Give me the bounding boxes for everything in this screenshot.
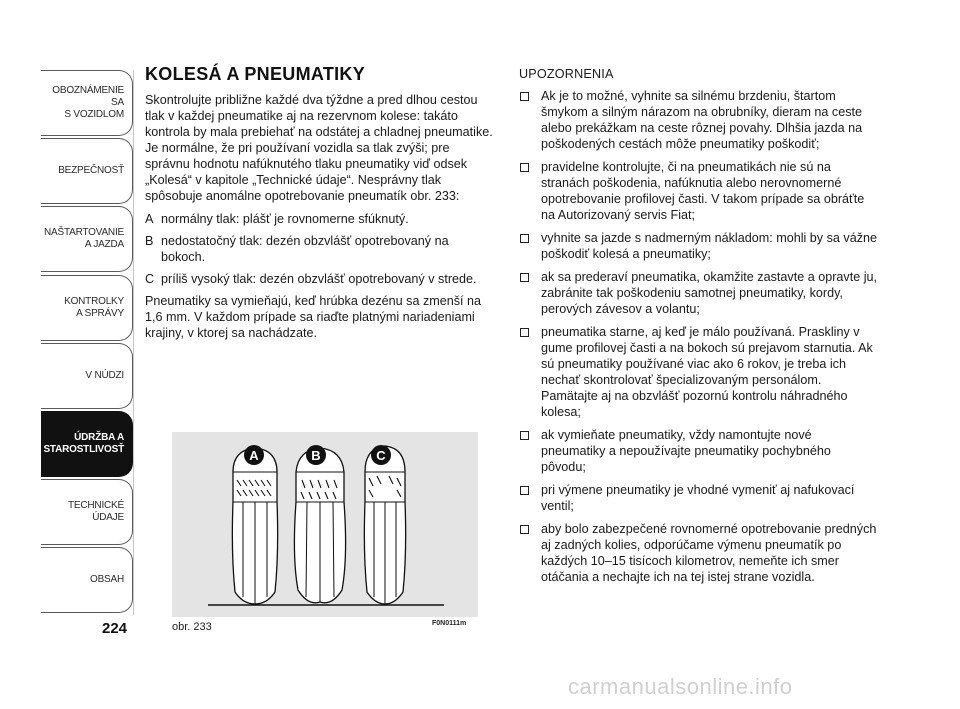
figure-caption: obr. 233 [172, 621, 212, 633]
figure-code: F0N0111m [432, 620, 467, 627]
list-item [145, 233, 495, 265]
checkbox-bullet-icon [520, 273, 529, 282]
warning-item [519, 230, 879, 262]
warning-item [519, 427, 879, 475]
warning-text: vyhnite sa jazde s nadmerným nákladom: mohli by sa vážne poškodiť kolesá a pneumatiky; [541, 231, 877, 261]
tab-nastartovanie[interactable]: NAŠTARTOVANIE A JAZDA [41, 206, 133, 272]
tire-illustration [172, 432, 478, 617]
marker-b [306, 445, 326, 465]
marker-c [371, 445, 391, 465]
tab-bezpecnost[interactable]: BEZPEČNOSŤ [41, 138, 133, 204]
intro-paragraph: Skontrolujte približne každé dva týždne a pred dlhou cestou tlak v každej pneumatike aj na rezervnom kolese: takáto kontrola by mala prebiehať na odstátej a chladnej pneumatike. Je normálne, že pri používaní vozidla sa tlak zvýši; pre správnu hodnotu nafúknutého tlaku pneumatiky viď odsek „Kolesá“ v kapitole „Technické údaje“. Nesprávny tlak spôsobuje anomálne opotrebovanie pneumatík obr. 233: [145, 93, 493, 203]
warning-text: Ak je to možné, vyhnite sa silnému brzdeniu, štartom šmykom a silným nárazom na obrubníky, dieram na ceste alebo prekážkam na ceste rôznej povahy. Dlhšia jazda na poškodených cestách môže pneumatiky poškodiť; [541, 89, 863, 151]
item-text: príliš vysoký tlak: dezén obzvlášť opotrebovaný v strede. [161, 272, 477, 286]
warning-text: ak vymieňate pneumatiky, vždy namontujte nové pneumatiky a nepoužívajte pneumatiky pochybného pôvodu; [541, 428, 831, 474]
checkbox-bullet-icon [520, 431, 529, 440]
tab-obsah[interactable]: OBSAH [41, 547, 133, 613]
tab-technicke-udaje[interactable]: TECHNICKÉ ÚDAJE [41, 479, 133, 545]
warning-text: pneumatika starne, aj keď je málo používaná. Praskliny v gume profilovej časti a na bokoch sú prejavom starnutia. Ak sú pneumatiky používané viac ako 6 rokov, je treba ich nechať skontrolovať špecializovaným personálom. Pamätajte aj na obzvlášť pozornú kontrolu náhradného kolesa; [541, 325, 873, 419]
checkbox-bullet-icon [520, 486, 529, 495]
list-item [145, 211, 495, 227]
warning-item [519, 159, 879, 223]
marker-a [244, 445, 264, 465]
tire-a [232, 448, 277, 604]
warning-item [519, 269, 879, 317]
warning-text: aby bolo zabezpečené rovnomerné opotrebovanie predných aj zadných kolies, odporúčame výmenu pneumatík po každých 10–15 tisícoch kilometrov, nemeňte ich smer otáčania a nechajte ich na tej istej strane vozidla. [541, 522, 877, 584]
checkbox-bullet-icon [520, 525, 529, 534]
warnings-column [519, 66, 879, 592]
svg-text:C: C [376, 448, 386, 463]
tab-oboznamenie[interactable]: OBOZNÁMENIE SA S VOZIDLOM [41, 70, 133, 136]
checkbox-bullet-icon [520, 92, 529, 101]
section-title: KOLESÁ A PNEUMATIKY [145, 64, 366, 84]
tire-wear-figure [172, 432, 478, 617]
tab-v-nudzi[interactable]: V NÚDZI [41, 343, 133, 409]
warning-item [519, 324, 879, 420]
item-label: A [145, 212, 154, 226]
item-label: B [145, 234, 154, 248]
item-label: C [145, 272, 155, 286]
svg-text:B: B [311, 448, 321, 463]
warning-text: pravidelne kontrolujte, či na pneumatikách nie sú na stranách poškodenia, nafúknutia alebo nerovnomerné opotrebovanie profilovej časti. V takom prípade sa obráťte na Autorizovaný servis Fiat; [541, 160, 865, 222]
checkbox-bullet-icon [520, 163, 529, 172]
warnings-title: UPOZORNENIA [519, 67, 614, 81]
watermark: carmanualsonline.info [568, 674, 793, 699]
warning-text: pri výmene pneumatiky je vhodné vymeniť aj nafukovací ventil; [541, 483, 855, 513]
warning-item [519, 521, 879, 585]
sidebar-divider [133, 70, 134, 615]
warning-item [519, 88, 879, 152]
tab-udrzba[interactable]: ÚDRŽBA A STAROSTLIVOSŤ [41, 411, 133, 477]
tire-c [364, 446, 405, 604]
warning-text: ak sa prederaví pneumatika, okamžite zastavte a opravte ju, zabránite tak poškodeniu samotnej pneumatiky, kordy, perových závesov a volantu; [541, 270, 878, 316]
list-item [145, 271, 495, 287]
tab-kontrolky[interactable]: KONTROLKY A SPRÁVY [41, 275, 133, 341]
checkbox-bullet-icon [520, 234, 529, 243]
main-column [145, 66, 495, 348]
warning-item [519, 482, 879, 514]
item-text: nedostatočný tlak: dezén obzvlášť opotrebovaný na bokoch. [161, 234, 449, 264]
outro-paragraph: Pneumatiky sa vymieňajú, keď hrúbka dezénu sa zmenší na 1,6 mm. V každom prípade sa riaďte platnými nariadeniami krajiny, v ktorej sa nachádzate. [145, 294, 482, 340]
svg-text:A: A [249, 448, 259, 463]
page-number: 224 [102, 620, 128, 637]
item-text: normálny tlak: plášť je rovnomerne sfúknutý. [161, 212, 409, 226]
checkbox-bullet-icon [520, 328, 529, 337]
tire-b [294, 448, 345, 603]
